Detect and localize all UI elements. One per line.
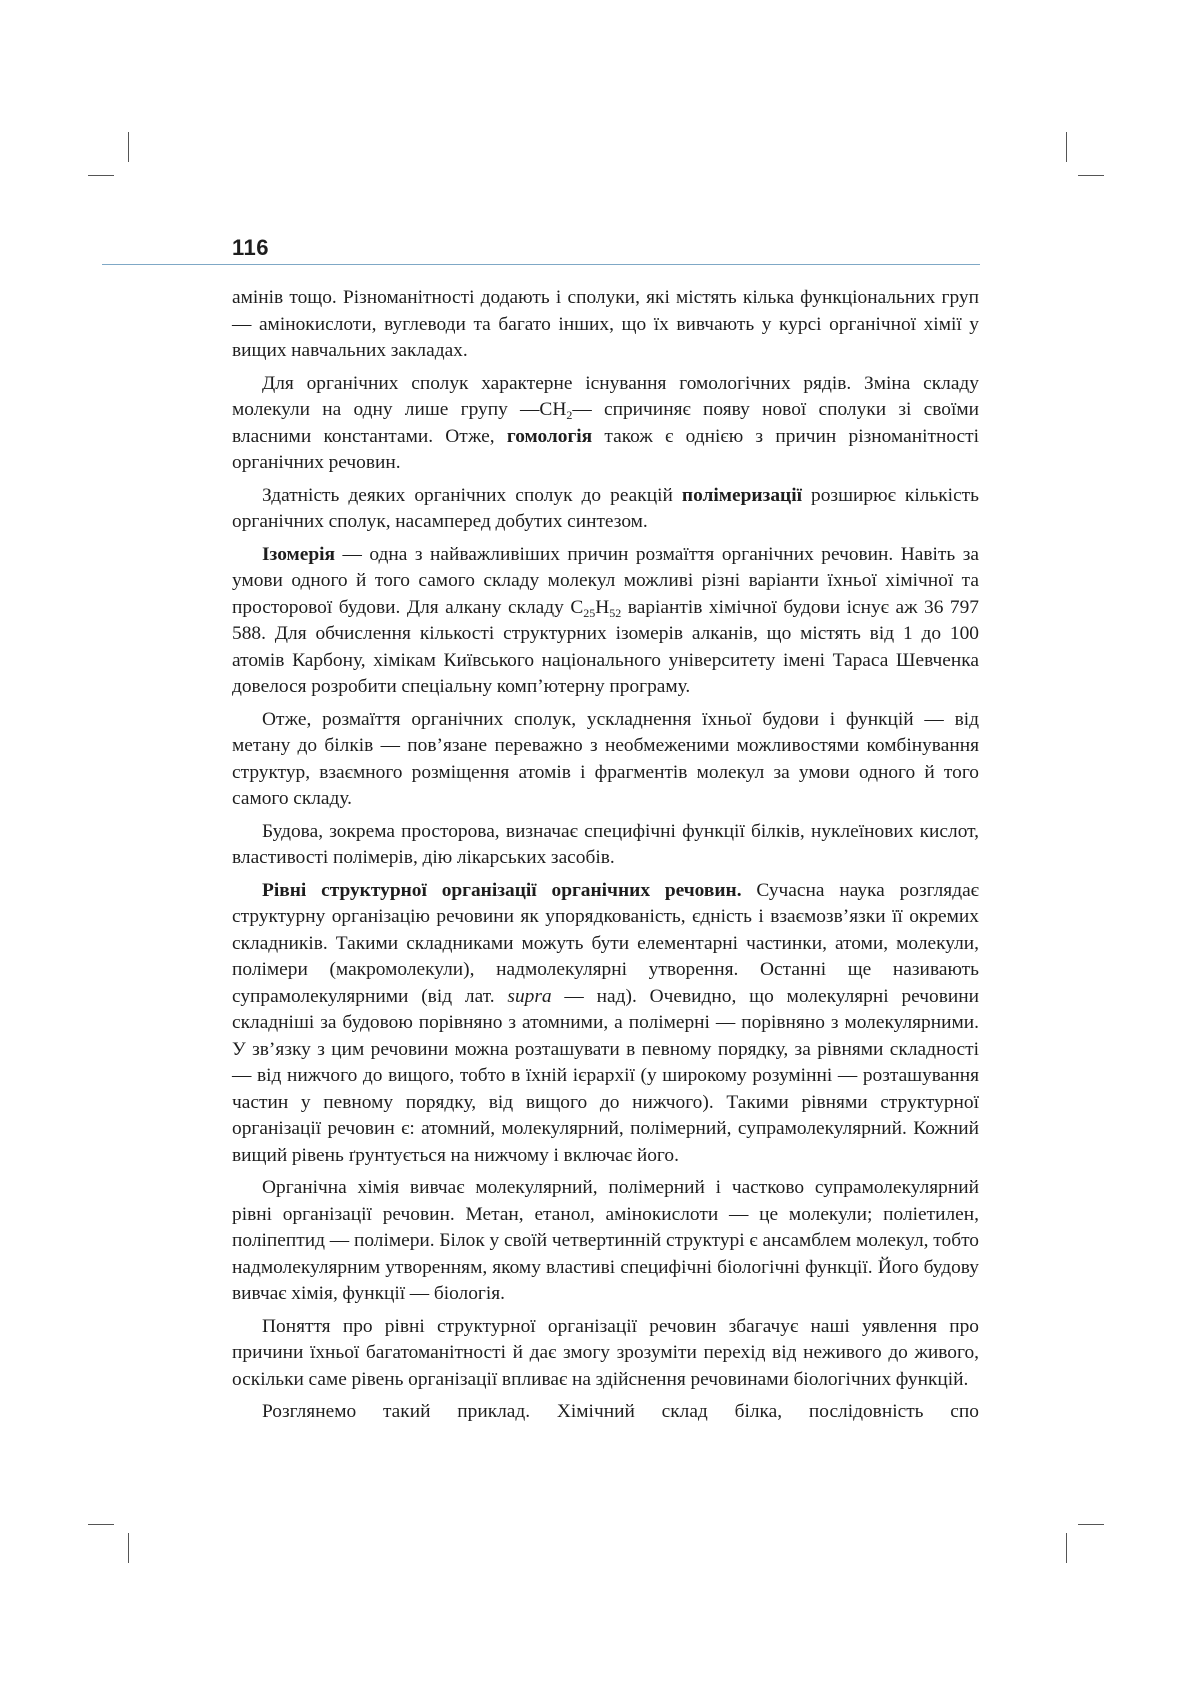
- paragraph-p8: [232, 1175, 979, 1308]
- crop-mark-bottom-right-vertical: [1066, 1533, 1067, 1563]
- text-segment: Органічна хімія вивчає молекулярний, полімерний і частково супрамолекулярний рівні організації речовин. Метан, етанол, амінокислоти — це молекули; поліетилен, поліпептид — полімери. Білок у своїй четвертинній структурі є ансамблем молекул, тобто надмолекулярним утворенням, якому властиві специфічні біологічні функції. Його будову вивчає хімія, функції — біологія.: [232, 1177, 979, 1304]
- text-segment: Рівні структурної організації органічних речовин.: [262, 879, 742, 901]
- text-segment: Здатність деяких органічних сполук до реакцій: [262, 484, 682, 506]
- text-segment: Ізомерія: [262, 543, 336, 565]
- paragraph-p9: [232, 1314, 979, 1394]
- page-number: 116: [232, 235, 269, 260]
- crop-mark-bottom-left-horizontal: [88, 1524, 114, 1525]
- paragraph-p5: [232, 707, 979, 813]
- text-segment: амінів тощо. Різноманітності додають і сполуки, які містять кілька функціональних груп — амінокислоти, вуглеводи та багато інших, що їх вивчають у курсі органічної хімії у вищих навчальних закладах.: [232, 287, 979, 361]
- text-segment: полімеризації: [681, 484, 802, 506]
- crop-mark-bottom-left-vertical: [128, 1533, 129, 1563]
- text-segment: розширює кількість органічних сполук, насамперед добутих синтезом.: [232, 484, 979, 532]
- paragraph-p3: [232, 483, 979, 536]
- text-segment: Для органічних сполук характерне існування гомологічних рядів. Зміна складу молекули на одну лише групу —CH: [232, 372, 979, 420]
- crop-mark-bottom-right-horizontal: [1078, 1524, 1104, 1525]
- text-segment: 2: [566, 408, 573, 422]
- text-segment: H: [595, 596, 610, 618]
- text-segment: — над). Очевидно, що молекулярні речовини складніші за будовою порівняно з атомними, а полімерні — порівняно з молекулярними. У зв’язку з цим речовини можна розташувати в певному порядку, за рівнями складності — від нижчого до вищого, тобто в їхній ієрархії (у широкому розумінні — розташування частин у певному порядку, від вищого до нижчого). Такими рівнями структурної організації речовин є: атомний, молекулярний, полімерний, супрамолекулярний. Кожний вищий рівень ґрунтується на нижчому і включає його.: [232, 985, 980, 1166]
- paragraph-p1: [232, 285, 979, 365]
- text-segment: також є однією з причин різноманітності органічних речовин.: [232, 425, 979, 473]
- paragraph-p2: [232, 371, 979, 477]
- text-segment: — одна з найважливіших причин розмаїття органічних речовин. Навіть за умови одного й того самого складу молекул можливі різні варіанти їхньої хімічної та просторової будови. Для алкану складу C: [232, 543, 979, 618]
- text-segment: 52: [609, 605, 622, 620]
- text-segment: Отже, розмаїття органічних сполук, ускладнення їхньої будови і функцій — від метану до білків — пов’язане переважно з необмеженими можливостями комбінування структур, взаємного розміщення атомів і фрагментів молекул за умови одного й того самого складу.: [232, 708, 979, 809]
- text-segment: Будова, зокрема просторова, визначає специфічні функції білків, нуклеїнових кислот, властивості полімерів, дію лікарських засобів.: [232, 820, 979, 868]
- paragraph-p7: [232, 878, 979, 1170]
- text-segment: гомологія: [506, 425, 593, 447]
- text-segment: supra: [507, 985, 552, 1007]
- text-segment: Поняття про рівні структурної організації речовин збагачує наші уявлення про причини їхньої багатоманітності й дає змогу зрозуміти перехід від неживого до живого, оскільки саме рівень організації впливає на здійснення речовинами біологічних функцій.: [232, 1315, 979, 1390]
- header-rule: [102, 264, 980, 265]
- body-text: [232, 285, 979, 1426]
- text-segment: — спричиняє появу нової сполуки зі своїми власними константами. Отже,: [232, 399, 979, 447]
- crop-mark-top-left-vertical: [128, 132, 129, 162]
- paragraph-p4: [232, 542, 979, 701]
- paragraph-p6: [232, 819, 979, 872]
- text-segment: варіантів хімічної будови існує аж 36 797 588. Для обчислення кількості структурних ізомерів алканів, що містять від 1 до 100 атомів Карбону, хімікам Київського національного університету імені Тараса Шевченка довелося розробити спеціальну комп’ютерну програму.: [232, 596, 980, 697]
- text-segment: Розглянемо такий приклад. Хімічний склад білка, послідовність спо: [262, 1401, 979, 1422]
- crop-mark-top-right-horizontal: [1078, 175, 1104, 176]
- paragraph-p10: [232, 1399, 979, 1426]
- crop-mark-top-right-vertical: [1066, 132, 1067, 162]
- text-segment: Сучасна наука розглядає структурну організацію речовини як упорядкованість, єдність і взаємозв’язки її окремих складників. Такими складниками можуть бути елементарні частинки, атоми, молекули, полімери (макромолекули), надмолекулярні утворення. Останні ще називають супрамолекулярними (від лат.: [232, 879, 980, 1007]
- text-segment: 25: [583, 605, 596, 620]
- crop-mark-top-left-horizontal: [88, 175, 114, 176]
